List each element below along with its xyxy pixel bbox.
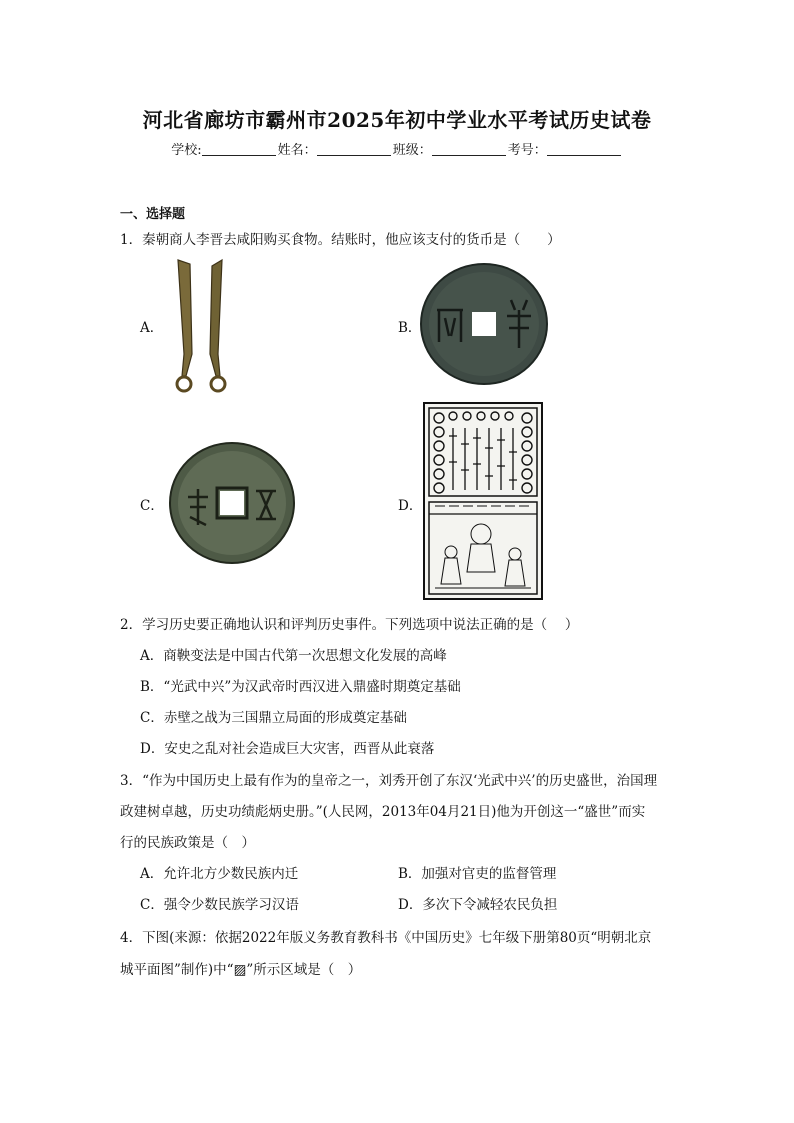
class-label: 班级： [392, 143, 432, 158]
q4-stem-line-2: 城平面图”制作)中“▨”所示区域是（ ） [120, 962, 362, 978]
number-blank[interactable] [547, 143, 621, 156]
q3-stem-line-2: 政建树卓越，历史功绩彪炳史册。”(人民网，2013年04月21日)他为开创这一“盛世”而实 [120, 804, 646, 820]
q1-stem: 1．秦朝商人李晋去咸阳购买食物。结账时，他应该支付的货币是（ ） [120, 232, 561, 248]
q2-option-d[interactable]: D．安史之乱对社会造成巨大灾害，西晋从此衰落 [140, 741, 435, 757]
q1-option-c-label: C． [140, 498, 164, 514]
q1-option-b-label: B． [398, 320, 422, 336]
name-blank[interactable] [317, 143, 391, 156]
jiaozi-note-image [423, 402, 543, 600]
q4-stem-line-1: 4．下图(来源：依据2022年版义务教育教科书《中国历史》七年级下册第80页“明朝北京 [120, 930, 652, 946]
q2-option-a[interactable]: A．商鞅变法是中国古代第一次思想文化发展的高峰 [140, 648, 447, 664]
q1-option-a-label: A． [140, 320, 164, 336]
q3-option-b[interactable]: B．加强对官吏的监督管理 [398, 866, 557, 882]
number-label: 考号： [507, 143, 547, 158]
school-label: 学校: [171, 143, 202, 158]
class-blank[interactable] [432, 143, 506, 156]
q3-option-c[interactable]: C．强令少数民族学习汉语 [140, 897, 299, 913]
q2-stem: 2．学习历史要正确地认识和评判历史事件。下列选项中说法正确的是（ ） [120, 617, 579, 633]
q3-stem-line-3: 行的民族政策是（ ） [120, 835, 255, 851]
q1-option-d-label: D． [398, 498, 423, 514]
knife-coins-image [172, 258, 230, 396]
q3-option-a[interactable]: A．允许北方少数民族内迁 [140, 866, 299, 882]
q2-option-b[interactable]: B．“光武中兴”为汉武帝时西汉进入鼎盛时期奠定基础 [140, 679, 461, 695]
banliang-coin-image [419, 262, 549, 387]
student-info-line [0, 139, 794, 158]
page-title: 河北省廊坊市霸州市2025年初中学业水平考试历史试卷 [142, 108, 652, 132]
q3-option-d[interactable]: D．多次下令减轻农民负担 [398, 897, 558, 913]
wuzhu-coin-image [168, 441, 296, 566]
name-label: 姓名： [277, 143, 317, 158]
q2-option-c[interactable]: C．赤壁之战为三国鼎立局面的形成奠定基础 [140, 710, 407, 726]
school-blank[interactable] [202, 143, 276, 156]
section-title: 一、选择题 [120, 207, 186, 222]
q3-stem-line-1: 3．“作为中国历史上最有作为的皇帝之一，刘秀开创了东汉‘光武中兴’的历史盛世，治国理 [120, 773, 658, 789]
